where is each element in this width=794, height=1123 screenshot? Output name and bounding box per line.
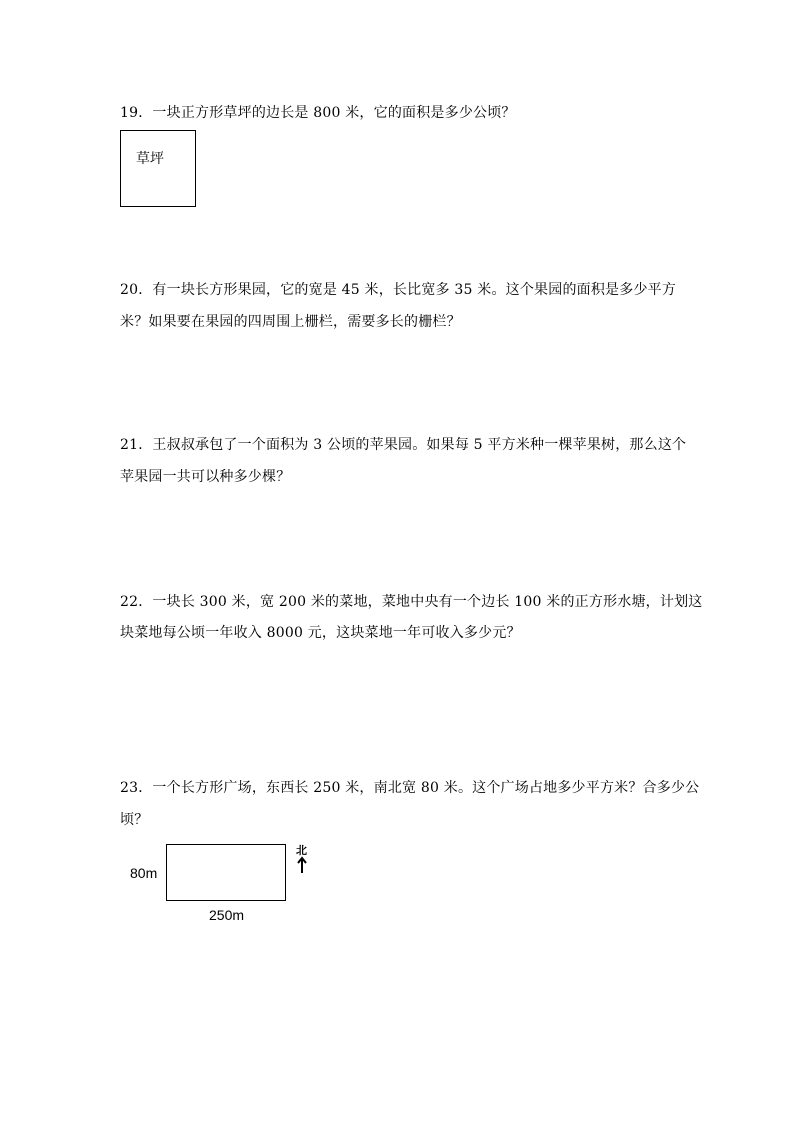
question-22-text-line-2: 块菜地每公顷一年收入 8000 元，这块菜地一年可收入多少元？	[120, 625, 521, 641]
lawn-square-figure	[120, 130, 196, 207]
question-23-text-line-2: 顷？	[120, 812, 149, 828]
question-20-text-line-2: 米？如果要在果园的四周围上栅栏，需要多长的栅栏？	[120, 314, 461, 330]
plaza-height-label: 80m	[130, 865, 158, 881]
plaza-rectangle-figure	[166, 844, 286, 901]
question-23-text-line-1: 23．一个长方形广场，东西长 250 米，南北宽 80 米。这个广场占地多少平方米？合多少公	[120, 780, 700, 796]
lawn-label: 草坪	[136, 151, 164, 167]
question-19-text: 19．一块正方形草坪的边长是 800 米，它的面积是多少公顷？	[120, 105, 516, 121]
plaza-width-label: 250m	[209, 907, 245, 923]
north-label: 北	[296, 844, 307, 857]
question-21-text-line-1: 21．王叔叔承包了一个面积为 3 公顷的苹果园。如果每 5 平方米种一棵苹果树，那么这个	[120, 437, 687, 453]
north-arrow-icon	[296, 856, 308, 874]
question-20-text-line-1: 20．有一块长方形果园，它的宽是 45 米，长比宽多 35 米。这个果园的面积是多少平方	[120, 282, 677, 298]
question-22-text-line-1: 22．一块长 300 米，宽 200 米的菜地，菜地中央有一个边长 100 米的正方形水塘，计划这	[120, 594, 703, 610]
question-21-text-line-2: 苹果园一共可以种多少棵？	[120, 469, 291, 485]
